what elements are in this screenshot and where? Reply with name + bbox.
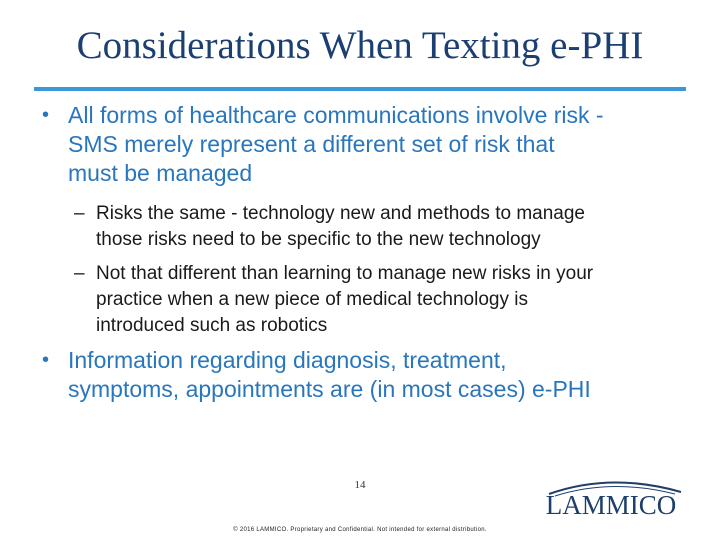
footer-copyright: © 2016 LAMMICO. Proprietary and Confidential. Not intended for external distribution. xyxy=(233,527,487,533)
sub-bullet-2-text xyxy=(96,261,593,339)
page-number: 14 xyxy=(354,479,366,491)
sub-bullet-1-text xyxy=(96,201,585,253)
bullet-1-line-2: SMS merely represent a different set of risk that xyxy=(68,131,555,157)
slide-title: Considerations When Texting e-PHI xyxy=(76,24,644,67)
bullet-2-line-1: Information regarding diagnosis, treatment, xyxy=(68,347,507,373)
bullet-1-line-3: must be managed xyxy=(68,160,253,186)
bullet-2-line-2: symptoms, appointments are (in most cases) e-PHI xyxy=(68,376,591,402)
bullet-1-text xyxy=(68,101,604,188)
sub-bullet-1-line-2: those risks need to be specific to the new technology xyxy=(96,229,541,250)
sub-bullet-marker: – xyxy=(74,203,85,224)
bullet-marker: • xyxy=(42,104,50,126)
bullet-marker: • xyxy=(42,349,50,371)
logo-wordmark: LAMMICO xyxy=(545,490,677,520)
sub-bullet-marker: – xyxy=(74,263,85,284)
title-underline xyxy=(34,87,686,91)
bullet-2-text xyxy=(68,346,591,404)
sub-bullet-2-line-3: introduced such as robotics xyxy=(96,315,328,336)
bullet-1-line-1: All forms of healthcare communications involve risk - xyxy=(68,102,604,128)
sub-bullet-1-line-1: Risks the same - technology new and methods to manage xyxy=(96,203,585,224)
sub-bullet-2-line-2: practice when a new piece of medical technology is xyxy=(96,289,528,310)
lammico-logo xyxy=(531,474,691,524)
sub-bullet-2-line-1: Not that different than learning to manage new risks in your xyxy=(96,263,594,284)
